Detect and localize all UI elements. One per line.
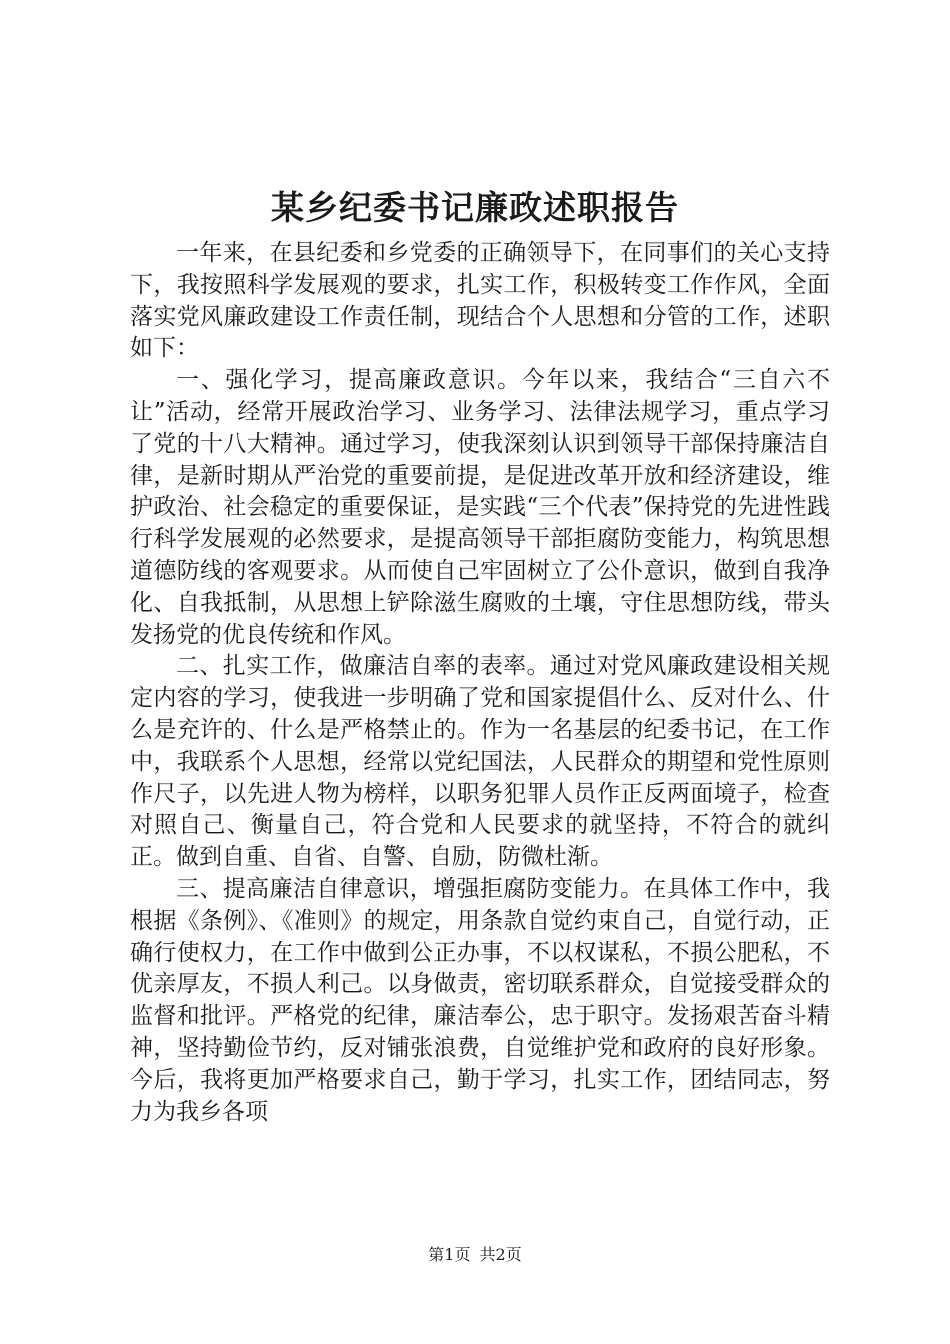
page-footer [0,1244,950,1266]
paragraph-section-1: 一、强化学习，提高廉政意识。今年以来，我结合“三自六不让”活动，经常开展政治学习、业务学习、法律法规学习，重点学习了党的十八大精神。通过学习，使我深刻认识到领导干部保持廉洁自律，是新时期从严治党的重要前提，是促进改革开放和经济建设，维护政治、社会稳定的重要保证，是实践“三个代表”保持党的先进性践行科学发展观的必然要求，是提高领导干部拒腐防变能力，构筑思想道德防线的客观要求。从而使自己牢固树立了公仆意识，做到自我净化、自我抵制，从思想上铲除滋生腐败的土壤，守住思想防线，带头发扬党的优良传统和作风。 [130,367,830,648]
document-title: 某乡纪委书记廉政述职报告 [271,188,679,227]
paragraph-intro: 一年来，在县纪委和乡党委的正确领导下，在同事们的关心支持下，我按照科学发展观的要求，扎实工作，积极转变工作作风，全面落实党风廉政建设工作责任制，现结合个人思想和分管的工作，述职如下： [130,240,830,362]
document-body [130,238,830,1128]
page-total: 共2页 [479,1245,522,1264]
paragraph-section-3: 三、提高廉洁自律意识，增强拒腐防变能力。在具体工作中，我根据《条例》、《准则》的规定，用条款自觉约束自己，自觉行动，正确行使权力，在工作中做到公正办事，不以权谋私，不损公肥私，不优亲厚友，不损人利己。以身做责，密切联系群众，自觉接受群众的监督和批评。严格党的纪律，廉洁奉公，忠于职守。发扬艰苦奋斗精神，坚持勤俭节约，反对铺张浪费，自觉维护党和政府的良好形象。今后，我将更加严格要求自己，勤于学习，扎实工作，团结同志，努力为我乡各项 [130,875,830,1125]
page-number: 第1页 [428,1245,471,1264]
paragraph-section-2: 二、扎实工作，做廉洁自率的表率。通过对党风廉政建设相关规定内容的学习，使我进一步明确了党和国家提倡什么、反对什么、什么是充许的、什么是严格禁止的。作为一名基层的纪委书记，在工作中，我联系个人思想，经常以党纪国法，人民群众的期望和党性原则作尺子，以先进人物为榜样，以职务犯罪人员作正反两面境子，检查对照自己、衡量自己，符合党和人民要求的就坚持，不符合的就纠正。做到自重、自省、自警、自励，防微杜渐。 [130,653,830,871]
